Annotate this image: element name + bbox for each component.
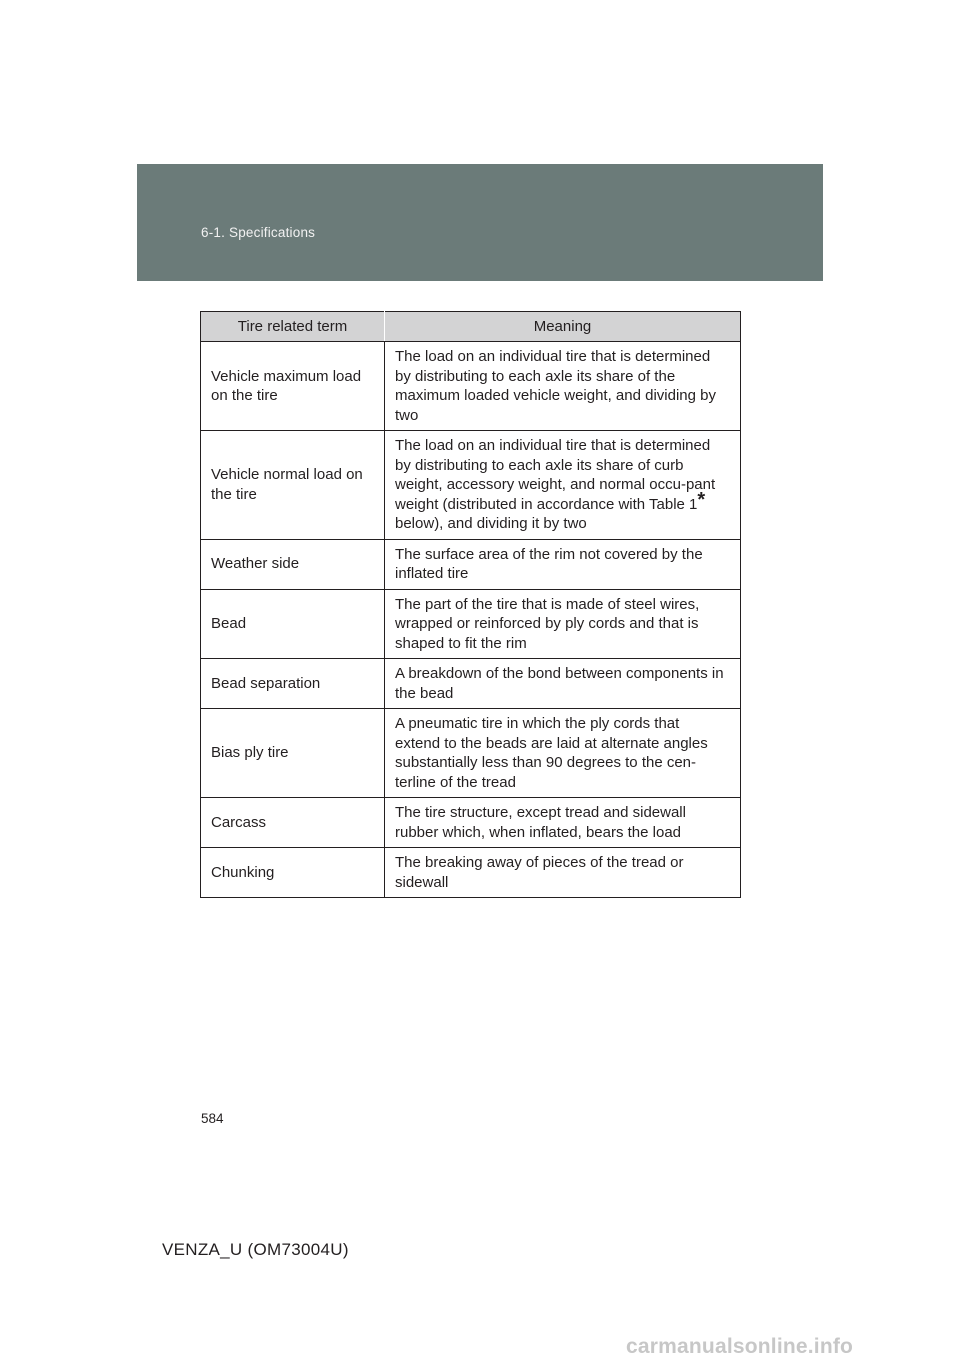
column-header-term: Tire related term [201, 312, 385, 342]
table-header-row [201, 312, 741, 342]
column-header-meaning: Meaning [385, 312, 741, 342]
meaning-cell [385, 431, 741, 540]
table-row [201, 848, 741, 898]
section-title: 6-1. Specifications [201, 225, 316, 240]
meaning-cell: The surface area of the rim not covered by the inflated tire [385, 539, 741, 589]
meaning-cell: A breakdown of the bond between components in the bead [385, 659, 741, 709]
table-row [201, 659, 741, 709]
term-cell: Bias ply tire [201, 709, 385, 798]
term-cell: Chunking [201, 848, 385, 898]
table-row [201, 431, 741, 540]
meaning-text-continued: below), and dividing it by two [395, 515, 587, 532]
meaning-cell: The breaking away of pieces of the tread or sidewall [385, 848, 741, 898]
meaning-cell: A pneumatic tire in which the ply cords that extend to the beads are laid at alternate angles substantially less than 90 degrees to the cen-terline of the tread [385, 709, 741, 798]
term-cell: Bead [201, 589, 385, 659]
table-row [201, 539, 741, 589]
header-band [137, 164, 823, 281]
term-cell: Weather side [201, 539, 385, 589]
document-id: VENZA_U (OM73004U) [162, 1240, 349, 1259]
term-cell: Vehicle normal load on the tire [201, 431, 385, 540]
meaning-cell: The tire structure, except tread and sidewall rubber which, when inflated, bears the load [385, 798, 741, 848]
meaning-text: The load on an individual tire that is determined by distributing to each axle its share of curb weight, accessory weight, and normal occu-pant weight (distributed in accordance with Table 1 [395, 437, 716, 513]
table-row [201, 798, 741, 848]
table-row [201, 589, 741, 659]
meaning-cell: The part of the tire that is made of steel wires, wrapped or reinforced by ply cords and that is shaped to fit the rim [385, 589, 741, 659]
footnote-star: * [697, 488, 706, 511]
term-cell: Carcass [201, 798, 385, 848]
meaning-cell: The load on an individual tire that is determined by distributing to each axle its share of the maximum loaded vehicle weight, and dividing by two [385, 342, 741, 431]
term-cell: Vehicle maximum load on the tire [201, 342, 385, 431]
table-row [201, 342, 741, 431]
term-cell: Bead separation [201, 659, 385, 709]
page-number: 584 [201, 1111, 224, 1126]
table-row [201, 709, 741, 798]
watermark: carmanualsonline.info [626, 1335, 854, 1358]
tire-terms-table [200, 311, 741, 898]
